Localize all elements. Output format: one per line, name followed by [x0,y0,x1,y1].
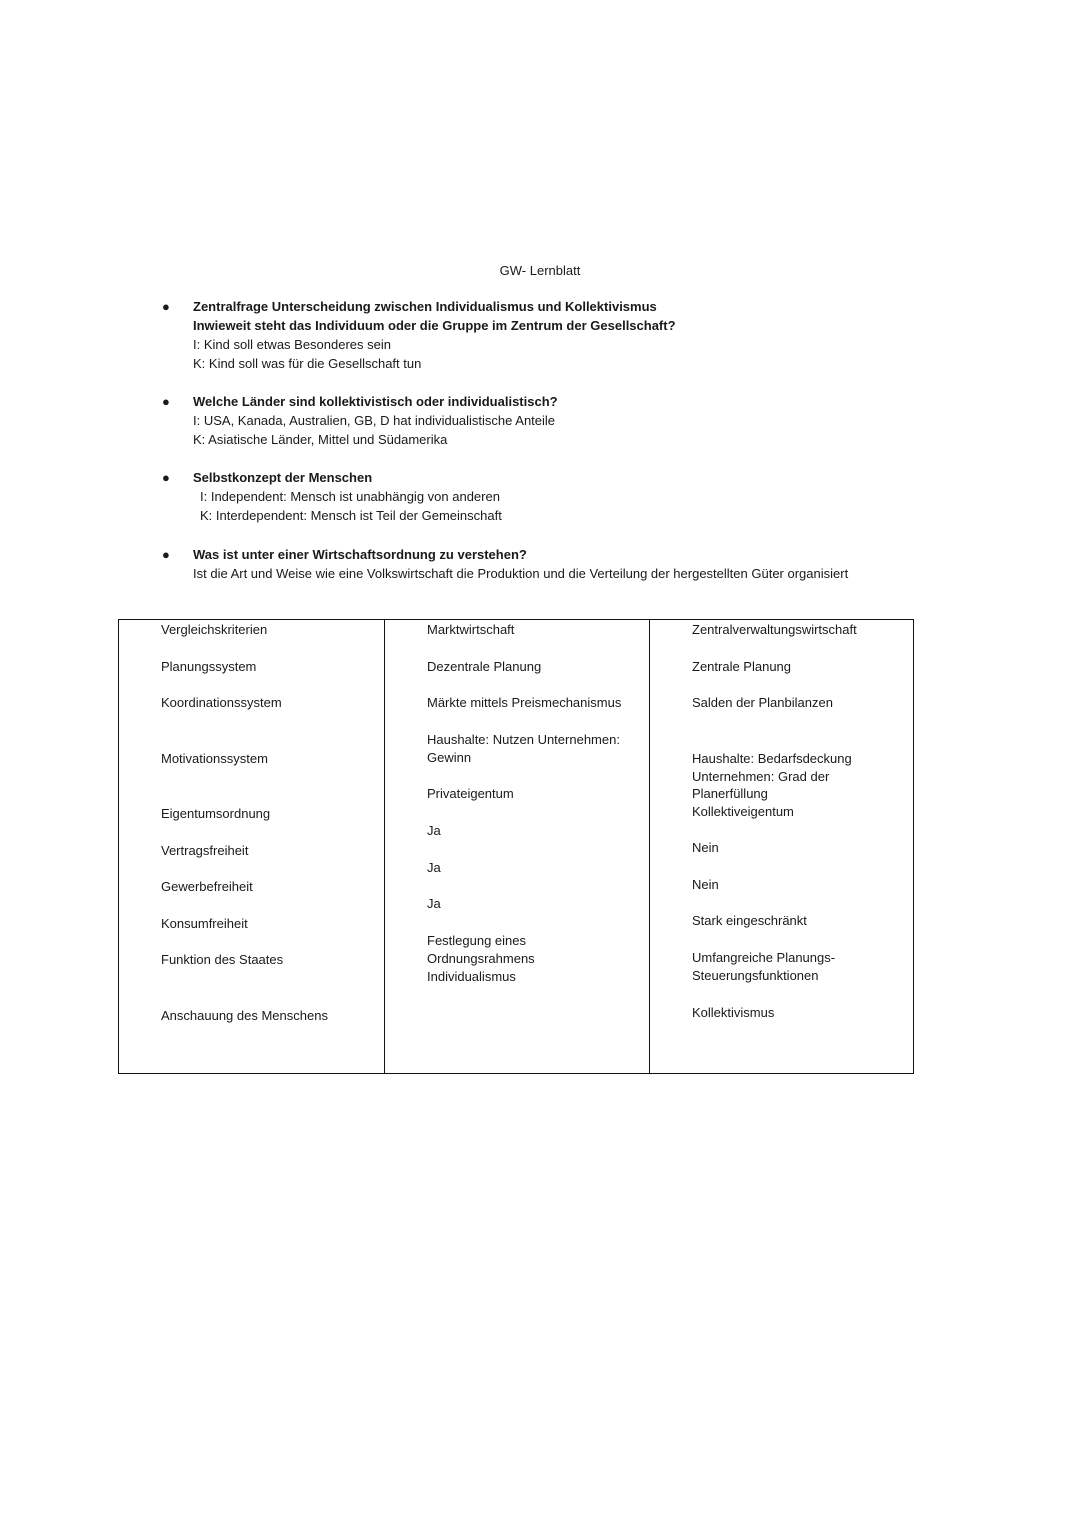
section-text: I: USA, Kanada, Australien, GB, D hat individualistische Anteile [193,413,556,428]
table-cell: Festlegung eines Ordnungsrahmens [427,933,535,966]
section-individualism-collectivism [162,297,953,373]
comparison-table [118,619,914,1074]
table-cell: Marktwirtschaft [427,622,515,637]
section-self-concept [162,468,953,525]
table-cell: Eigentumsordnung [161,806,271,821]
bullet-icon: ● [162,470,170,485]
table-cell: Salden der Planbilanzen [692,695,833,710]
table-column-criteria [119,620,385,1073]
table-cell: Gewerbefreiheit [161,879,253,894]
table-cell: Haushalte: Nutzen Unternehmen: [427,732,620,747]
section-question: Inwieweit steht das Individuum oder die Gruppe im Zentrum der Gesellschaft? [193,318,676,333]
table-cell: Märkte mittels Preismechanismus [427,695,622,710]
section-economic-order [162,545,993,583]
table-cell: Zentrale Planung [692,659,792,674]
table-cell: Ja [427,823,441,838]
table-column-planned-economy [650,620,913,1073]
table-cell: Dezentrale Planung [427,659,542,674]
table-cell: Vergleichskriterien [161,622,268,637]
section-countries [162,392,953,449]
bullet-icon: ● [162,547,170,562]
table-cell: Koordinationssystem [161,695,282,710]
table-cell: Planerfüllung [692,786,768,801]
section-text: K: Kind soll was für die Gesellschaft tun [193,356,422,371]
table-cell: Steuerungsfunktionen [692,968,819,983]
table-cell: Umfangreiche Planungs- [692,950,836,965]
section-question: Selbstkonzept der Menschen [193,470,373,485]
table-cell: Privateigentum [427,786,514,801]
section-question: Was ist unter einer Wirtschaftsordnung zu verstehen? [193,547,527,562]
section-text: Ist die Art und Weise wie eine Volkswirtschaft die Produktion und die Verteilung der hergestellten Güter organisiert [193,566,849,581]
table-cell: Stark eingeschränkt [692,913,807,928]
table-column-market-economy [385,620,650,1073]
table-cell: Anschauung des Menschens [161,1008,328,1023]
table-cell: Unternehmen: Grad der [692,769,830,784]
table-cell: Haushalte: Bedarfsdeckung [692,751,852,766]
bullet-icon: ● [162,394,170,409]
table-cell: Konsumfreiheit [161,916,248,931]
table-cell: Gewinn [427,750,472,765]
section-question: Welche Länder sind kollektivistisch oder individualistisch? [193,394,558,409]
page-title: GW- Lernblatt [499,263,581,278]
section-question: Zentralfrage Unterscheidung zwischen Individualismus und Kollektivismus [193,299,657,314]
table-cell: Vertragsfreiheit [161,843,249,858]
table-cell: Funktion des Staates [161,952,284,967]
section-text: K: Interdependent: Mensch ist Teil der Gemeinschaft [200,508,502,523]
table-cell: Motivationssystem [161,751,268,766]
table-cell: Kollektivismus [692,1005,775,1020]
section-text: K: Asiatische Länder, Mittel und Südamerika [193,432,448,447]
table-cell: Individualismus [427,969,516,984]
table-cell: Ja [427,896,441,911]
table-cell: Nein [692,840,719,855]
table-cell: Planungssystem [161,659,257,674]
section-text: I: Independent: Mensch ist unabhängig von anderen [200,489,500,504]
section-text: I: Kind soll etwas Besonderes sein [193,337,391,352]
table-cell: Kollektiveigentum [692,804,794,819]
bullet-icon: ● [162,299,170,314]
table-cell: Ja [427,860,441,875]
table-cell: Nein [692,877,719,892]
table-cell: Zentralverwaltungswirtschaft [692,622,857,637]
